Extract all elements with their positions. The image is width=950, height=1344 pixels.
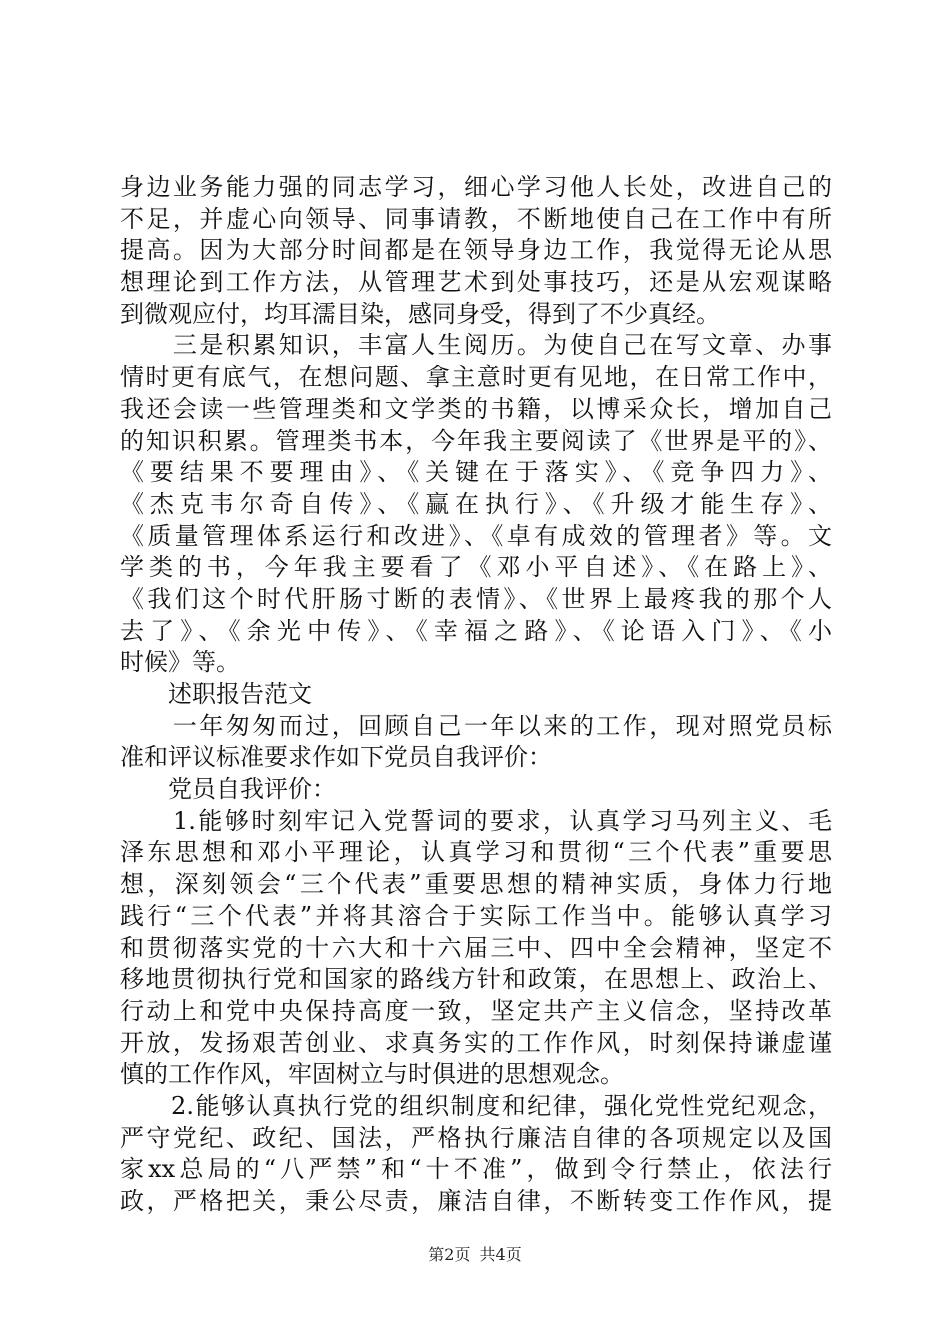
text-line: 行动上和党中央保持高度一致，坚定共产主义信念，坚持改革 (120, 996, 832, 1025)
text-line: 情时更有底气，在想问题、拿主意时更有见地，在日常工作中， (120, 363, 832, 392)
text-line: 想，深刻领会“三个代表”重要思想的精神实质，身体力行地 (120, 870, 832, 899)
text-line: 提高。因为大部分时间都是在领导身边工作，我觉得无论从思 (120, 236, 832, 265)
text-line: 2.能够认真执行党的组织制度和纪律，强化党性党纪观念， (120, 1091, 832, 1120)
text-line: 的知识积累。管理类书本，今年我主要阅读了《世界是平的》、 (120, 426, 832, 455)
document-body (120, 172, 832, 1218)
page-footer (0, 1245, 950, 1265)
text-line: 和贯彻落实党的十六大和十六届三中、四中全会精神，坚定不 (120, 933, 832, 962)
page-number: 第2页 (428, 1245, 471, 1264)
text-line: 慎的工作作风，牢固树立与时俱进的思想观念。 (120, 1060, 624, 1089)
text-line: 《我们这个时代肝肠寸断的表情》、《世界上最疼我的那个人 (120, 584, 832, 613)
text-line: 践行“三个代表”并将其溶合于实际工作当中。能够认真学习 (120, 901, 832, 930)
text-line: 学类的书，今年我主要看了《邓小平自述》、《在路上》、 (120, 553, 832, 582)
text-line: 我还会读一些管理类和文学类的书籍，以博采众长，增加自己 (120, 394, 832, 423)
text-line: 《杰克韦尔奇自传》、《赢在执行》、《升级才能生存》、 (120, 489, 832, 518)
text-line: 想理论到工作方法，从管理艺术到处事技巧，还是从宏观谋略 (120, 268, 832, 297)
text-line: 1.能够时刻牢记入党誓词的要求，认真学习马列主义、毛 (120, 806, 832, 835)
text-line: 身边业务能力强的同志学习，细心学习他人长处，改进自己的 (120, 173, 832, 201)
text-line: 不足，并虚心向领导、同事请教，不断地使自己在工作中有所 (120, 204, 832, 233)
text-line: 去了》、《余光中传》、《幸福之路》、《论语入门》、《小 (120, 616, 832, 645)
text-line: 准和评议标准要求作如下党员自我评价： (120, 743, 552, 772)
text-line: 移地贯彻执行党和国家的路线方针和政策，在思想上、政治上、 (120, 965, 832, 994)
text-line: 时候》等。 (120, 648, 240, 677)
text-line: 党员自我评价： (120, 775, 336, 804)
text-line: 严守党纪、政纪、国法，严格执行廉洁自律的各项规定以及国 (120, 1123, 832, 1152)
text-line: 三是积累知识，丰富人生阅历。为使自己在写文章、办事 (120, 331, 832, 360)
text-line: 泽东思想和邓小平理论，认真学习和贯彻“三个代表”重要思 (120, 838, 832, 867)
text-line: 《质量管理体系运行和改进》、《卓有成效的管理者》等。文 (120, 521, 832, 550)
text-line: 开放，发扬艰苦创业、求真务实的工作作风，时刻保持谦虚谨 (120, 1028, 832, 1057)
text-line: 到微观应付，均耳濡目染，感同身受，得到了不少真经。 (120, 299, 720, 328)
page-total: 共4页 (479, 1245, 522, 1264)
text-line: 政，严格把关，秉公尽责，廉洁自律，不断转变工作作风，提 (120, 1187, 832, 1215)
text-line: 述职报告范文 (120, 680, 312, 708)
text-line: 《要结果不要理由》、《关键在于落实》、《竞争四力》、 (120, 458, 832, 487)
text-line: 一年匆匆而过，回顾自己一年以来的工作，现对照党员标 (120, 711, 832, 740)
text-line: 家xx总局的“八严禁”和“十不准”，做到令行禁止，依法行 (120, 1155, 832, 1184)
